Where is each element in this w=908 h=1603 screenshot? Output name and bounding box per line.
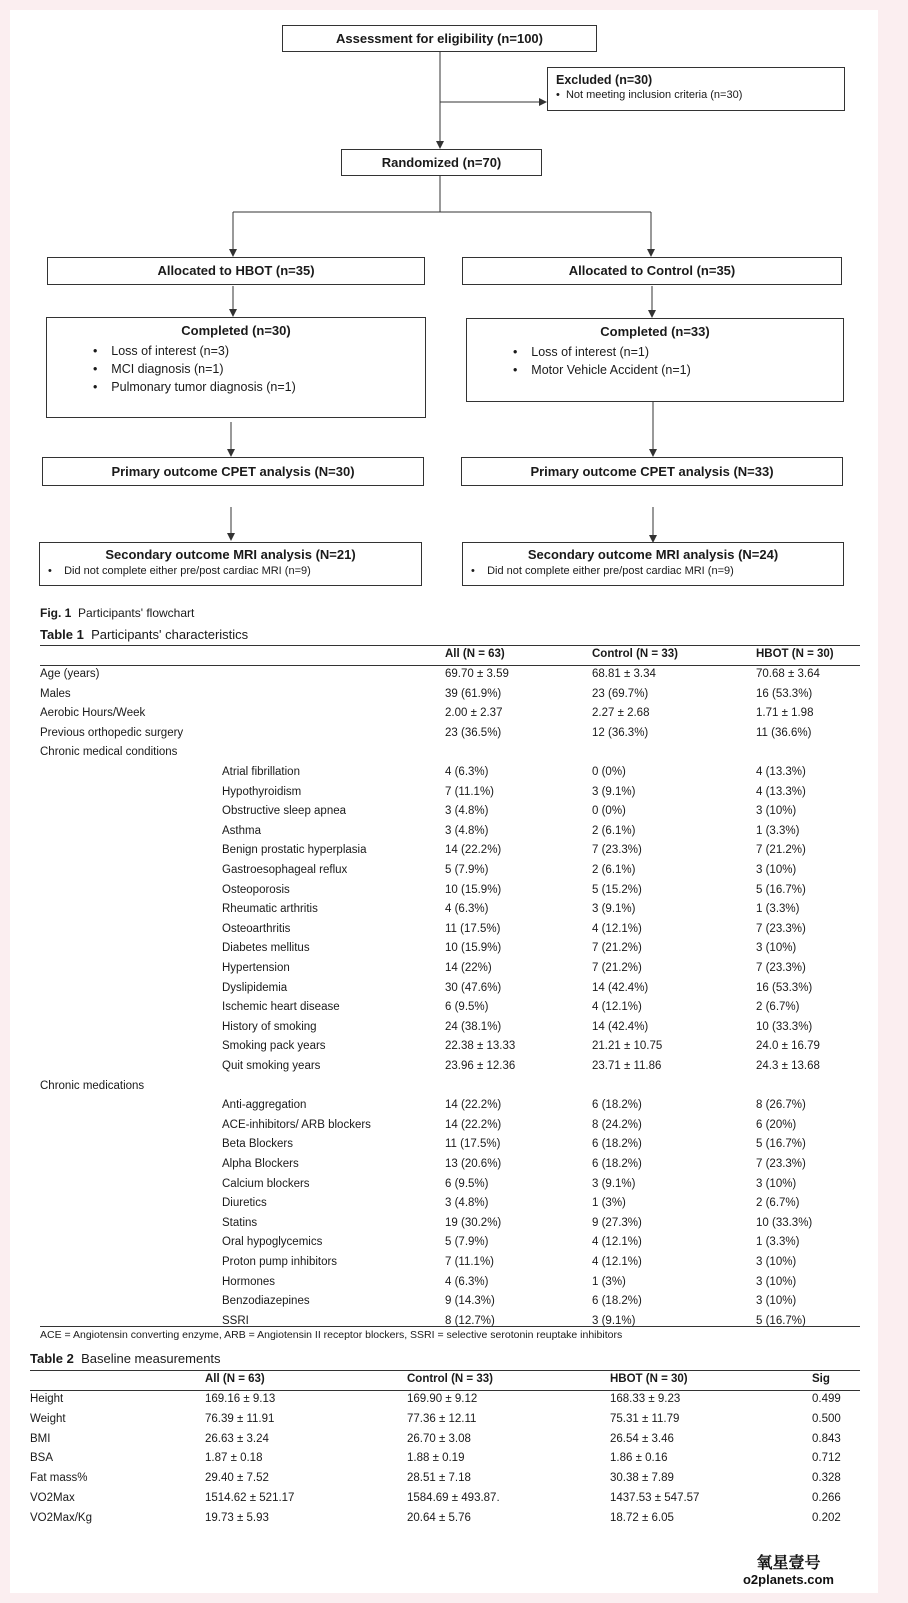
table-row <box>40 1099 860 1117</box>
table-row <box>40 1197 860 1215</box>
table-row <box>40 1295 860 1313</box>
cell-all: 13 (20.6%) <box>445 1158 502 1170</box>
table-row <box>40 786 860 804</box>
cell-name: Aerobic Hours/Week <box>40 707 146 720</box>
table-row <box>40 1040 860 1058</box>
cell-hbot: 3 (10%) <box>756 1275 797 1288</box>
cell-control: 5 (15.2%) <box>592 883 642 896</box>
cell-all: 29.40 ± 7.52 <box>205 1472 269 1485</box>
cell-all: 14 (22.2%) <box>445 1099 502 1112</box>
hbot-primary-label: Primary outcome CPET analysis (N=30) <box>111 464 355 479</box>
cell-name: Quit smoking years <box>222 1060 321 1072</box>
cell-name: Proton pump inhibitors <box>222 1256 338 1268</box>
table-row <box>30 1452 860 1470</box>
cell-control: 4 (12.1%) <box>592 922 642 935</box>
cell-hbot: 2 (6.7%) <box>756 1001 800 1014</box>
cell-all: 4 (6.3%) <box>445 1275 489 1288</box>
cell-name: Diabetes mellitus <box>222 942 310 955</box>
table-row <box>40 982 860 1000</box>
cell-control: 7 (21.2%) <box>592 962 642 974</box>
cell-name: ACE-inhibitors/ ARB blockers <box>222 1118 371 1131</box>
cell-control: 8 (24.2%) <box>592 1118 642 1131</box>
randomized-box <box>341 149 542 176</box>
cell-hbot: 7 (23.3%) <box>756 922 806 935</box>
cell-name: Males <box>40 687 71 700</box>
cell-name: Diuretics <box>222 1197 267 1210</box>
cell-hbot: 3 (10%) <box>756 1177 797 1190</box>
table1-header-row <box>40 648 860 666</box>
table-row <box>40 727 860 745</box>
cell-control: 3 (9.1%) <box>592 1314 636 1327</box>
table2 <box>30 1373 860 1533</box>
cell-all: 3 (4.8%) <box>445 1197 489 1210</box>
cell-all: 3 (4.8%) <box>445 805 489 818</box>
cell-all: 23.96 ± 12.36 <box>445 1060 516 1072</box>
cell-name: Osteoarthritis <box>222 922 291 935</box>
list-item: • Pulmonary tumor diagnosis (n=1) <box>93 380 296 394</box>
cell-hbot: 7 (21.2%) <box>756 844 806 857</box>
control-secondary-title: Secondary outcome MRI analysis (N=24) <box>527 547 779 562</box>
table-row <box>40 766 860 784</box>
hbot-secondary-box <box>39 542 422 586</box>
cell-all: 11 (17.5%) <box>445 922 501 935</box>
list-item: • MCI diagnosis (n=1) <box>93 362 224 376</box>
excluded-title: Excluded (n=30) <box>556 73 653 87</box>
table-row <box>40 903 860 921</box>
table-row <box>40 942 860 960</box>
table2-top-rule <box>30 1370 860 1371</box>
table-row <box>40 1001 860 1019</box>
cell-all: 8 (12.7%) <box>445 1314 495 1327</box>
table-row <box>30 1393 860 1411</box>
control-allocated-box <box>462 257 842 285</box>
cell-hbot: 11 (36.6%) <box>756 726 812 739</box>
cell-hbot: 3 (10%) <box>756 942 797 955</box>
cell-all: 2.00 ± 2.37 <box>445 707 503 720</box>
table-row <box>30 1512 860 1530</box>
table-row <box>40 1256 860 1274</box>
cell-control: 23 (69.7%) <box>592 687 649 700</box>
cell-all: 11 (17.5%) <box>445 1138 501 1151</box>
cell-control: 169.90 ± 9.12 <box>407 1393 478 1405</box>
cell-control: 1 (3%) <box>592 1275 626 1288</box>
cell-all: 169.16 ± 9.13 <box>205 1393 276 1405</box>
cell-hbot: 16 (53.3%) <box>756 687 813 700</box>
cell-hbot: 1 (3.3%) <box>756 903 800 916</box>
control-completed-box <box>466 318 844 402</box>
table-row <box>40 707 860 725</box>
cell-hbot: 1437.53 ± 547.57 <box>610 1492 700 1504</box>
cell-hbot: 1.86 ± 0.16 <box>610 1452 668 1465</box>
cell-control: 4 (12.1%) <box>592 1236 642 1249</box>
cell-control: 7 (23.3%) <box>592 844 642 857</box>
cell-all: 22.38 ± 13.33 <box>445 1040 516 1053</box>
cell-name: Hypertension <box>222 962 290 974</box>
cell-all: 6 (9.5%) <box>445 1177 489 1190</box>
cell-name: Beta Blockers <box>222 1138 293 1151</box>
cell-control: 21.21 ± 10.75 <box>592 1040 663 1053</box>
cell-all: 23 (36.5%) <box>445 726 502 739</box>
cell-name: BMI <box>30 1432 51 1445</box>
cell-all: 14 (22%) <box>445 962 492 974</box>
cell-name: Gastroesophageal reflux <box>222 864 348 876</box>
cell-all: 1514.62 ± 521.17 <box>205 1492 295 1504</box>
hbot-secondary-item: • Did not complete either pre/post cardiac MRI (n=9) <box>48 565 311 577</box>
cell-hbot: 24.0 ± 16.79 <box>756 1040 820 1053</box>
cell-sig: 0.266 <box>812 1492 841 1504</box>
table-row <box>40 688 860 706</box>
control-secondary-item: • Did not complete either pre/post cardiac MRI (n=9) <box>471 565 734 577</box>
hbot-completed-box <box>46 317 426 418</box>
cell-all: 4 (6.3%) <box>445 766 489 778</box>
table-row <box>40 1217 860 1235</box>
cell-control: 28.51 ± 7.18 <box>407 1472 471 1485</box>
table-row <box>40 746 860 764</box>
paper-page <box>10 10 878 1593</box>
cell-sig: 0.499 <box>812 1393 841 1405</box>
cell-hbot: 24.3 ± 13.68 <box>756 1060 820 1072</box>
cell-control: 3 (9.1%) <box>592 1177 636 1190</box>
table-row <box>30 1433 860 1451</box>
table-row <box>40 884 860 902</box>
table-row <box>30 1413 860 1431</box>
cell-control: 9 (27.3%) <box>592 1216 642 1229</box>
cell-hbot: 5 (16.7%) <box>756 1314 806 1327</box>
cell-all: 6 (9.5%) <box>445 1001 489 1014</box>
table-row <box>40 864 860 882</box>
list-item: • Loss of interest (n=3) <box>93 344 230 358</box>
cell-hbot: 10 (33.3%) <box>756 1020 813 1033</box>
watermark-line1: 氧星壹号 <box>756 1555 821 1573</box>
cell-hbot: 1 (3.3%) <box>756 824 800 837</box>
cell-name: Dyslipidemia <box>222 981 288 994</box>
table-row <box>40 962 860 980</box>
cell-name: Previous orthopedic surgery <box>40 726 184 739</box>
cell-control: 3 (9.1%) <box>592 903 636 916</box>
table1-caption: Table 1 Participants' characteristics <box>40 627 249 642</box>
table-row <box>40 1138 860 1156</box>
cell-control: 2 (6.1%) <box>592 824 636 837</box>
cell-control: 3 (9.1%) <box>592 785 636 798</box>
cell-all: 14 (22.2%) <box>445 844 502 857</box>
table1-footnote: ACE = Angiotensin converting enzyme, ARB = Angiotensin II receptor blockers, SSRI = selective serotonin reuptake inhibitors <box>40 1329 623 1341</box>
table-row <box>40 1276 860 1294</box>
cell-all: 5 (7.9%) <box>445 1236 489 1249</box>
excluded-item: • Not meeting inclusion criteria (n=30) <box>556 89 743 101</box>
table-row <box>40 844 860 862</box>
cell-name: Obstructive sleep apnea <box>222 805 347 818</box>
cell-sig: 0.202 <box>812 1511 841 1524</box>
table2-header-hbot: HBOT (N = 30) <box>610 1373 688 1385</box>
cell-name: VO2Max/Kg <box>30 1511 92 1524</box>
cell-hbot: 3 (10%) <box>756 864 797 876</box>
cell-sig: 0.843 <box>812 1432 841 1445</box>
table2-header-row <box>30 1373 860 1391</box>
cell-control: 12 (36.3%) <box>592 726 649 739</box>
cell-name: Chronic medications <box>40 1079 145 1092</box>
cell-hbot: 168.33 ± 9.23 <box>610 1393 681 1405</box>
cell-sig: 0.500 <box>812 1412 841 1425</box>
cell-control: 0 (0%) <box>592 805 626 818</box>
cell-name: Weight <box>30 1412 66 1425</box>
cell-control: 26.70 ± 3.08 <box>407 1432 471 1445</box>
control-allocated-label: Allocated to Control (n=35) <box>568 263 736 278</box>
cell-name: Hypothyroidism <box>222 785 302 798</box>
table1-header-rule <box>40 665 860 666</box>
cell-hbot: 6 (20%) <box>756 1118 797 1131</box>
cell-all: 10 (15.9%) <box>445 942 502 955</box>
cell-control: 14 (42.4%) <box>592 1020 649 1033</box>
cell-name: History of smoking <box>222 1020 317 1033</box>
cell-hbot: 16 (53.3%) <box>756 981 813 994</box>
cell-hbot: 4 (13.3%) <box>756 785 806 798</box>
cell-sig: 0.712 <box>812 1452 841 1465</box>
cell-hbot: 2 (6.7%) <box>756 1197 800 1210</box>
cell-hbot: 4 (13.3%) <box>756 766 806 778</box>
cell-name: VO2Max <box>30 1492 75 1504</box>
cell-hbot: 7 (23.3%) <box>756 1158 806 1170</box>
figure-caption: Fig. 1 Participants' flowchart <box>40 606 195 620</box>
cell-hbot: 7 (23.3%) <box>756 962 806 974</box>
cell-control: 23.71 ± 11.86 <box>592 1060 662 1072</box>
cell-all: 1.87 ± 0.18 <box>205 1452 263 1465</box>
cell-hbot: 70.68 ± 3.64 <box>756 668 820 680</box>
cell-all: 39 (61.9%) <box>445 687 502 700</box>
cell-name: Hormones <box>222 1275 276 1288</box>
hbot-secondary-title: Secondary outcome MRI analysis (N=21) <box>105 547 356 562</box>
cell-name: Asthma <box>222 824 261 837</box>
table-row <box>40 1158 860 1176</box>
cell-name: Osteoporosis <box>222 883 290 896</box>
cell-sig: 0.328 <box>812 1472 841 1485</box>
cell-name: Atrial fibrillation <box>222 766 300 778</box>
cell-all: 24 (38.1%) <box>445 1020 502 1033</box>
cell-name: Benign prostatic hyperplasia <box>222 844 367 857</box>
assessment-label: Assessment for eligibility (n=100) <box>336 31 543 46</box>
cell-control: 14 (42.4%) <box>592 981 649 994</box>
cell-all: 69.70 ± 3.59 <box>445 668 509 680</box>
cell-all: 19.73 ± 5.93 <box>205 1511 269 1524</box>
cell-control: 68.81 ± 3.34 <box>592 668 656 680</box>
cell-control: 4 (12.1%) <box>592 1001 642 1014</box>
cell-all: 26.63 ± 3.24 <box>205 1432 269 1445</box>
hbot-completed-list <box>93 342 296 396</box>
watermark-line2: o2planets.com <box>742 1571 834 1587</box>
cell-all: 7 (11.1%) <box>445 1256 495 1268</box>
table2-header-rule <box>30 1390 860 1391</box>
control-primary-box <box>461 457 843 486</box>
cell-control: 4 (12.1%) <box>592 1256 642 1268</box>
cell-control: 6 (18.2%) <box>592 1295 642 1308</box>
table-row <box>40 825 860 843</box>
cell-control: 2.27 ± 2.68 <box>592 707 650 720</box>
cell-all: 7 (11.1%) <box>445 785 495 798</box>
hbot-completed-title: Completed (n=30) <box>181 323 291 338</box>
cell-control: 1584.69 ± 493.87. <box>407 1492 500 1504</box>
table1-header-control: Control (N = 33) <box>592 648 678 660</box>
cell-hbot: 5 (16.7%) <box>756 1138 806 1151</box>
cell-hbot: 8 (26.7%) <box>756 1099 806 1112</box>
cell-control: 20.64 ± 5.76 <box>407 1511 471 1524</box>
cell-hbot: 1 (3.3%) <box>756 1236 800 1249</box>
cell-name: Ischemic heart disease <box>222 1001 340 1014</box>
cell-name: BSA <box>30 1452 54 1465</box>
randomized-label: Randomized (n=70) <box>381 155 502 170</box>
cell-hbot: 30.38 ± 7.89 <box>610 1472 674 1485</box>
table-row <box>40 1080 860 1098</box>
cell-hbot: 3 (10%) <box>756 1295 797 1308</box>
hbot-primary-box <box>42 457 424 486</box>
cell-name: Smoking pack years <box>222 1040 326 1053</box>
table-row <box>40 1236 860 1254</box>
list-item: • Loss of interest (n=1) <box>513 345 650 359</box>
cell-control: 6 (18.2%) <box>592 1138 642 1151</box>
list-item: • Motor Vehicle Accident (n=1) <box>513 363 691 377</box>
table2-caption: Table 2 Baseline measurements <box>30 1351 221 1366</box>
cell-name: SSRI <box>222 1314 249 1327</box>
table-row <box>40 1119 860 1137</box>
cell-control: 6 (18.2%) <box>592 1158 642 1170</box>
table-row <box>30 1492 860 1510</box>
control-primary-label: Primary outcome CPET analysis (N=33) <box>530 464 774 479</box>
table2-header-all: All (N = 63) <box>205 1373 265 1385</box>
table-row <box>40 923 860 941</box>
cell-name: Oral hypoglycemics <box>222 1236 323 1249</box>
control-completed-list <box>513 343 691 379</box>
cell-control: 2 (6.1%) <box>592 864 636 876</box>
table1-top-rule <box>40 645 860 646</box>
cell-name: Fat mass% <box>30 1472 88 1485</box>
cell-all: 30 (47.6%) <box>445 981 502 994</box>
cell-control: 0 (0%) <box>592 766 626 778</box>
cell-hbot: 1.71 ± 1.98 <box>756 707 814 720</box>
cell-name: Height <box>30 1393 64 1405</box>
cell-control: 7 (21.2%) <box>592 942 642 955</box>
cell-all: 4 (6.3%) <box>445 903 489 916</box>
table-row <box>40 1021 860 1039</box>
cell-all: 19 (30.2%) <box>445 1216 502 1229</box>
cell-hbot: 26.54 ± 3.46 <box>610 1432 674 1445</box>
table1-bottom-rule <box>40 1326 860 1327</box>
cell-hbot: 10 (33.3%) <box>756 1216 813 1229</box>
cell-name: Anti-aggregation <box>222 1099 307 1112</box>
cell-name: Rheumatic arthritis <box>222 903 318 916</box>
control-completed-title: Completed (n=33) <box>600 324 710 339</box>
cell-name: Calcium blockers <box>222 1177 310 1190</box>
control-secondary-box <box>462 542 844 586</box>
table-row <box>40 668 860 686</box>
table-row <box>40 1060 860 1078</box>
watermark <box>743 1555 834 1587</box>
table2-header-sig: Sig <box>812 1373 830 1385</box>
cell-control: 6 (18.2%) <box>592 1099 642 1112</box>
table1 <box>40 648 860 1328</box>
cell-name: Statins <box>222 1216 258 1229</box>
hbot-allocated-box <box>47 257 425 285</box>
cell-hbot: 75.31 ± 11.79 <box>610 1412 680 1425</box>
excluded-box <box>547 67 845 111</box>
cell-name: Alpha Blockers <box>222 1158 299 1170</box>
cell-name: Chronic medical conditions <box>40 746 178 759</box>
cell-control: 1 (3%) <box>592 1197 626 1210</box>
cell-hbot: 5 (16.7%) <box>756 883 806 896</box>
cell-all: 3 (4.8%) <box>445 824 489 837</box>
cell-hbot: 18.72 ± 6.05 <box>610 1511 674 1524</box>
cell-all: 14 (22.2%) <box>445 1118 502 1131</box>
cell-name: Age (years) <box>40 668 100 680</box>
table-row <box>40 805 860 823</box>
table1-header-hbot: HBOT (N = 30) <box>756 648 834 660</box>
table2-header-control: Control (N = 33) <box>407 1373 493 1385</box>
cell-all: 9 (14.3%) <box>445 1295 495 1308</box>
assessment-box <box>282 25 597 52</box>
cell-all: 10 (15.9%) <box>445 883 502 896</box>
cell-hbot: 3 (10%) <box>756 1256 797 1268</box>
hbot-allocated-label: Allocated to HBOT (n=35) <box>157 263 315 278</box>
table-row <box>40 1178 860 1196</box>
cell-all: 76.39 ± 11.91 <box>205 1412 275 1425</box>
table1-header-all: All (N = 63) <box>445 648 505 660</box>
cell-control: 77.36 ± 12.11 <box>407 1412 477 1425</box>
table-row <box>30 1472 860 1490</box>
cell-hbot: 3 (10%) <box>756 805 797 818</box>
cell-control: 1.88 ± 0.19 <box>407 1452 465 1465</box>
cell-name: Benzodiazepines <box>222 1295 310 1308</box>
cell-all: 5 (7.9%) <box>445 864 489 876</box>
